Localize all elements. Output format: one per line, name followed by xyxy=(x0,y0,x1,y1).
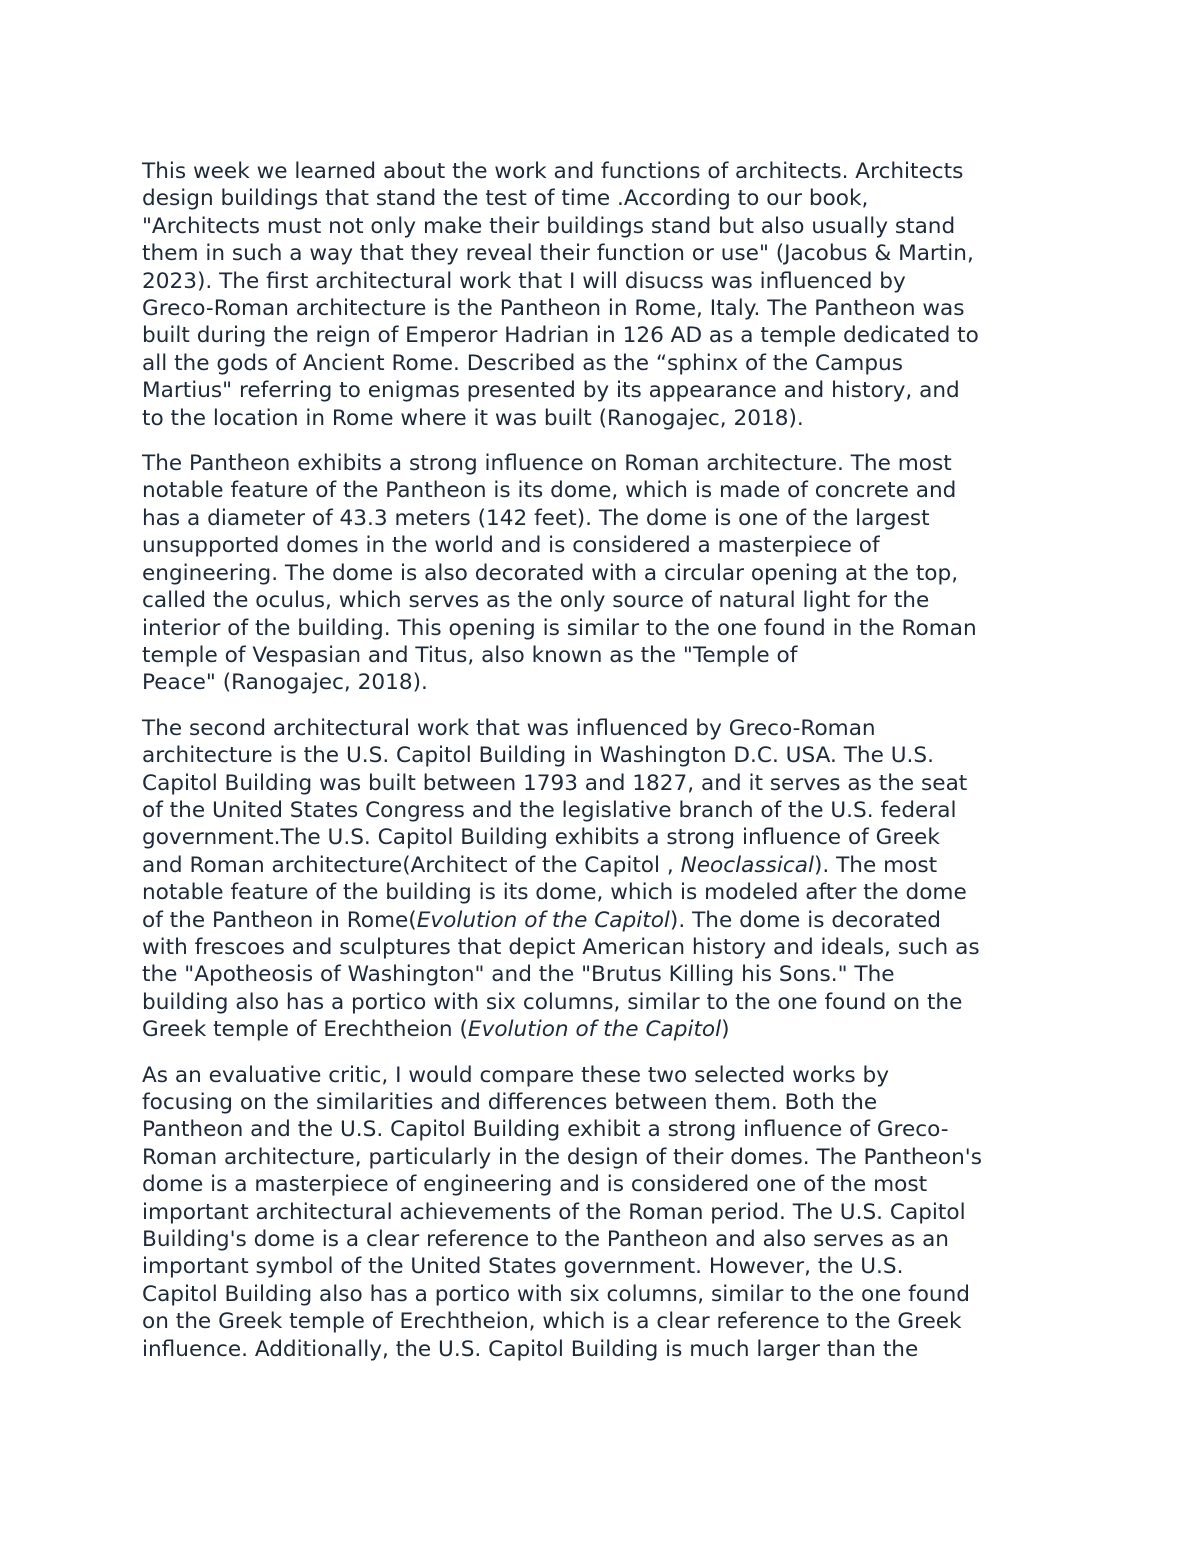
text-line xyxy=(142,350,1067,377)
citation-title-italic: Neoclassical xyxy=(680,852,814,878)
text-run: "Architects must not only make their buildings stand but also usually stand xyxy=(142,213,956,239)
text-run: them in such a way that they reveal their function or use" (Jacobus & Martin, xyxy=(142,241,974,267)
text-run: Peace" (Ranogajec, 2018). xyxy=(142,670,428,696)
text-line xyxy=(142,989,1067,1016)
text-line xyxy=(142,477,1067,504)
text-run: to the location in Rome where it was built (Ranogajec, 2018). xyxy=(142,405,804,431)
text-line xyxy=(142,185,1067,212)
text-line xyxy=(142,1171,1067,1198)
text-run: As an evaluative critic, I would compare these two selected works by xyxy=(142,1062,889,1088)
text-run: called the oculus, which serves as the only source of natural light for the xyxy=(142,588,930,614)
text-line xyxy=(142,1016,1067,1043)
paragraph-3 xyxy=(142,715,1067,1044)
text-line xyxy=(142,505,1067,532)
text-run: Martius" referring to enigmas presented by its appearance and history, and xyxy=(142,378,960,404)
text-run: of the United States Congress and the legislative branch of the U.S. federal xyxy=(142,797,957,823)
text-line xyxy=(142,852,1067,879)
text-run: of the Pantheon in Rome( xyxy=(142,907,417,933)
text-run: has a diameter of 43.3 meters (142 feet). The dome is one of the largest xyxy=(142,505,930,531)
text-line xyxy=(142,770,1067,797)
text-run: Capitol Building was built between 1793 and 1827, and it serves as the seat xyxy=(142,770,968,796)
text-run: important symbol of the United States government. However, the U.S. xyxy=(142,1254,904,1280)
text-line xyxy=(142,1199,1067,1226)
text-run: design buildings that stand the test of time .According to our book, xyxy=(142,186,869,212)
text-line xyxy=(142,642,1067,669)
text-line xyxy=(142,615,1067,642)
text-line xyxy=(142,934,1067,961)
text-run: influence. Additionally, the U.S. Capitol Building is much larger than the xyxy=(142,1336,919,1362)
text-line xyxy=(142,450,1067,477)
paragraph-2 xyxy=(142,450,1067,697)
text-run: on the Greek temple of Erechtheion, which is a clear reference to the Greek xyxy=(142,1309,962,1335)
text-line xyxy=(142,1308,1067,1335)
text-line xyxy=(142,405,1067,432)
text-line xyxy=(142,377,1067,404)
text-line xyxy=(142,1226,1067,1253)
text-run: This week we learned about the work and functions of architects. Architects xyxy=(142,159,964,184)
text-line xyxy=(142,907,1067,934)
text-line xyxy=(142,742,1067,769)
text-run: and Roman architecture(Architect of the Capitol , xyxy=(142,852,681,878)
text-line xyxy=(142,295,1067,322)
citation-title-italic: Evolution of the Capitol xyxy=(416,907,670,933)
text-run: Building's dome is a clear reference to the Pantheon and also serves as an xyxy=(142,1227,949,1253)
text-line xyxy=(142,715,1067,742)
text-run: The Pantheon exhibits a strong influence on Roman architecture. The most xyxy=(142,451,952,477)
text-line xyxy=(142,240,1067,267)
text-line xyxy=(142,532,1067,559)
text-line xyxy=(142,1253,1067,1280)
text-run: Greek temple of Erechtheion ( xyxy=(142,1017,468,1043)
text-run: government.The U.S. Capitol Building exhibits a strong influence of Greek xyxy=(142,825,940,851)
text-run: interior of the building. This opening is similar to the one found in the Roman xyxy=(142,615,977,641)
text-run: notable feature of the Pantheon is its dome, which is made of concrete and xyxy=(142,478,957,504)
text-run: engineering. The dome is also decorated with a circular opening at the top, xyxy=(142,560,959,586)
text-run: focusing on the similarities and differences between them. Both the xyxy=(142,1090,878,1115)
text-line xyxy=(142,669,1067,696)
text-run: Roman architecture, particularly in the design of their domes. The Pantheon's xyxy=(142,1144,982,1170)
text-line xyxy=(142,824,1067,851)
text-run: architecture is the U.S. Capitol Building in Washington D.C. USA. The U.S. xyxy=(142,743,934,769)
paragraph-1 xyxy=(142,158,1067,432)
text-run: important architectural achievements of the Roman period. The U.S. Capitol xyxy=(142,1199,966,1225)
text-line xyxy=(142,587,1067,614)
text-run: The second architectural work that was influenced by Greco-Roman xyxy=(142,715,876,741)
text-run: dome is a masterpiece of engineering and is considered one of the most xyxy=(142,1172,928,1198)
text-run: 2023). The first architectural work that I will disucss was influenced by xyxy=(142,268,906,294)
citation-title-italic: Evolution of the Capitol xyxy=(467,1017,722,1043)
text-run: building also has a portico with six columns, similar to the one found on the xyxy=(142,989,963,1015)
text-line xyxy=(142,1062,1067,1089)
document-body xyxy=(142,158,1067,1381)
text-line xyxy=(142,797,1067,824)
text-line xyxy=(142,879,1067,906)
text-line xyxy=(142,1281,1067,1308)
text-run: with frescoes and sculptures that depict American history and ideals, such as xyxy=(142,934,980,960)
paragraph-4 xyxy=(142,1062,1067,1363)
text-line xyxy=(142,158,1067,185)
text-run: notable feature of the building is its dome, which is modeled after the dome xyxy=(142,880,967,906)
text-line xyxy=(142,961,1067,988)
text-line xyxy=(142,268,1067,295)
text-run: built during the reign of Emperor Hadrian in 126 AD as a temple dedicated to xyxy=(142,323,979,349)
text-line xyxy=(142,1116,1067,1143)
text-run: Pantheon and the U.S. Capitol Building exhibit a strong influence of Greco- xyxy=(142,1117,949,1143)
text-line xyxy=(142,1336,1067,1363)
text-run: the "Apotheosis of Washington" and the "Brutus Killing his Sons." The xyxy=(142,962,895,988)
text-line xyxy=(142,322,1067,349)
text-run: ). The dome is decorated xyxy=(669,907,941,933)
text-run: ) xyxy=(721,1017,730,1043)
text-run: unsupported domes in the world and is considered a masterpiece of xyxy=(142,533,880,559)
text-line xyxy=(142,1144,1067,1171)
text-line xyxy=(142,1089,1067,1116)
text-run: temple of Vespasian and Titus, also known as the "Temple of xyxy=(142,642,798,668)
text-run: Greco-Roman architecture is the Pantheon in Rome, Italy. The Pantheon was xyxy=(142,296,965,322)
text-run: all the gods of Ancient Rome. Described as the “sphinx of the Campus xyxy=(142,350,903,376)
text-line xyxy=(142,213,1067,240)
text-run: Capitol Building also has a portico with six columns, similar to the one found xyxy=(142,1281,970,1307)
text-line xyxy=(142,560,1067,587)
text-run: ). The most xyxy=(813,852,938,878)
